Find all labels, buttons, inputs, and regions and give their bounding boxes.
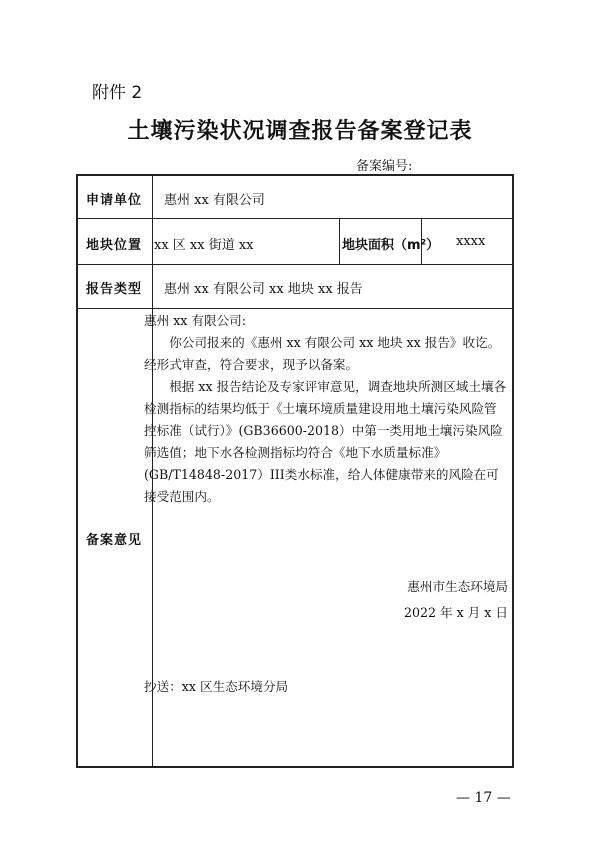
- issuer-name: 惠州市生态环境局: [407, 579, 508, 594]
- opinion-paragraph-2: 根据 xx 报告结论及专家评审意见，调查地块所测区域土壤各检测指标的结果均低于《土壤环境质量建设用地土壤污染风险管控标准（试行）》(GB36600-2018）中第一类用地土壤污染风险筛选值；地下水各检测指标均符合《地下水质量标准》(GB/T14848-2017）III类水标准，给人体健康带来的风险在可接受范围内。: [144, 379, 507, 504]
- column-divider: [339, 218, 340, 264]
- page-number: — 17 —: [456, 790, 511, 806]
- row-divider: [78, 308, 512, 309]
- row-divider: [78, 264, 512, 265]
- row-divider: [78, 218, 512, 219]
- issue-date: 2022 年 x 月 x 日: [403, 605, 508, 620]
- record-number-label: 备案编号:: [356, 159, 413, 174]
- opinion-salutation: 惠州 xx 有限公司:: [144, 313, 247, 328]
- location-value: xx 区 xx 街道 xx: [154, 238, 254, 253]
- registration-table: [76, 174, 514, 768]
- report-type-label: 报告类型: [86, 282, 143, 297]
- opinion-paragraph-1: 你公司报来的《惠州 xx 有限公司 xx 地块 xx 报告》收讫。经形式审查，符合要求，现予以备案。: [144, 335, 501, 372]
- attachment-label: 附件 2: [92, 83, 143, 103]
- opinion-body: [144, 310, 508, 508]
- opinion-label: 备案意见: [86, 533, 143, 548]
- applicant-label: 申请单位: [86, 193, 143, 208]
- location-label: 地块位置: [86, 238, 143, 253]
- cc-line: 抄送：xx 区生态环境分局: [144, 679, 289, 694]
- report-type-value: 惠州 xx 有限公司 xx 地块 xx 报告: [164, 282, 363, 297]
- applicant-value: 惠州 xx 有限公司: [164, 193, 265, 208]
- form-title: 土壤污染状况调查报告备案登记表: [127, 118, 473, 144]
- area-label: 地块面积（m²）: [342, 238, 440, 253]
- area-value: xxxx: [456, 234, 486, 249]
